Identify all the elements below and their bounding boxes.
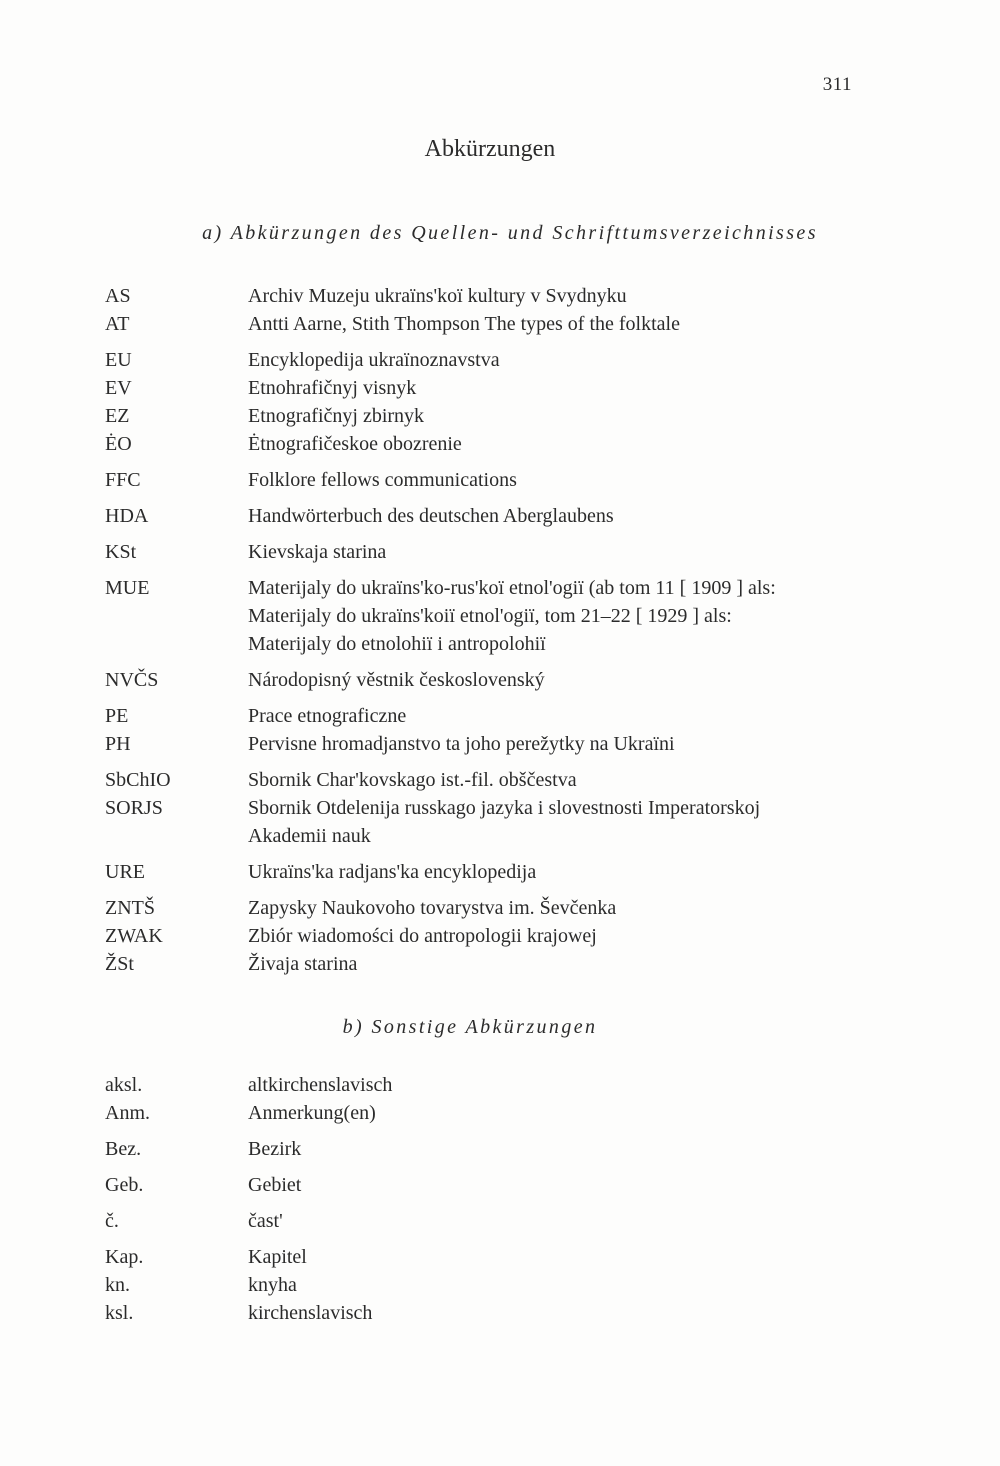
abbreviation-entry (105, 466, 905, 494)
abbreviation-expansion (248, 1299, 905, 1327)
expansion-line: Materijaly do ukraïns'ko-rus'koï etnol'ogiï (ab tom 11 [ 1909 ] als: (248, 577, 776, 599)
abbreviation-entry (105, 702, 905, 730)
page-title: Abkürzungen (424, 136, 556, 162)
expansion-line: Anmerkung(en) (248, 1102, 376, 1124)
abbreviation-expansion (248, 858, 905, 886)
expansion-line: Materijaly do ukraïns'koiï etnol'ogiï, tom 21–22 [ 1929 ] als: (248, 605, 732, 627)
abbreviation-term: AS (105, 285, 131, 307)
expansion-line: altkirchenslavisch (248, 1074, 393, 1096)
abbreviation-term: SbChIO (105, 769, 171, 791)
abbreviation-entry (105, 1207, 905, 1235)
expansion-line: Bezirk (248, 1138, 302, 1160)
abbreviation-term: č. (105, 1210, 119, 1232)
abbreviation-entry (105, 794, 905, 850)
abbreviation-term: ŽSt (105, 953, 134, 975)
expansion-line: Prace etnograficzne (248, 705, 407, 727)
abbreviation-expansion (248, 402, 905, 430)
abbreviation-entry (105, 730, 905, 758)
expansion-line: Etnohrafičnyj visnyk (248, 377, 417, 399)
abbreviation-term: FFC (105, 469, 141, 491)
abbreviation-entry (105, 922, 905, 950)
abbreviation-expansion (248, 922, 905, 950)
expansion-line: knyha (248, 1274, 297, 1296)
abbreviation-entry (105, 1099, 905, 1127)
section-a-heading: a) Abkürzungen des Quellen- und Schrifttumsverzeichnisses (202, 222, 818, 244)
abbreviation-expansion (248, 1135, 905, 1163)
expansion-line: Antti Aarne, Stith Thompson The types of the folktale (248, 313, 680, 335)
abbreviation-term: MUE (105, 577, 150, 599)
abbreviation-expansion (248, 1099, 905, 1127)
abbreviation-expansion (248, 702, 905, 730)
abbreviation-entry (105, 1271, 905, 1299)
abbreviation-term: Kap. (105, 1246, 144, 1268)
expansion-line: Kievskaja starina (248, 541, 387, 563)
abbreviation-term: Geb. (105, 1174, 144, 1196)
abbreviation-entry (105, 574, 905, 658)
abbreviation-expansion (248, 282, 905, 310)
expansion-line: Akademii nauk (248, 825, 371, 847)
section-b-heading: b) Sonstige Abkürzungen (342, 1016, 598, 1038)
abbreviation-list-sources (105, 282, 905, 978)
expansion-line: Ukraïns'ka radjans'ka encyklopedija (248, 861, 537, 883)
abbreviation-entry (105, 282, 905, 310)
expansion-line: Živaja starina (248, 953, 358, 975)
abbreviation-term: Bez. (105, 1138, 142, 1160)
abbreviation-entry (105, 538, 905, 566)
expansion-line: Archiv Muzeju ukraïns'koï kultury v Svydnyku (248, 285, 627, 307)
abbreviation-entry (105, 766, 905, 794)
expansion-line: Kapitel (248, 1246, 307, 1268)
abbreviation-entry (105, 666, 905, 694)
abbreviation-term: NVČS (105, 669, 159, 691)
expansion-line: Ėtnografičeskoe obozrenie (248, 433, 462, 455)
abbreviation-expansion (248, 346, 905, 374)
abbreviation-expansion (248, 466, 905, 494)
abbreviation-expansion (248, 538, 905, 566)
expansion-line: Gebiet (248, 1174, 302, 1196)
abbreviation-expansion (248, 1071, 905, 1099)
expansion-line: kirchenslavisch (248, 1302, 373, 1324)
page-number: 311 (822, 74, 852, 95)
abbreviation-term: URE (105, 861, 145, 883)
abbreviation-entry (105, 502, 905, 530)
abbreviation-term: EU (105, 349, 132, 371)
expansion-line: Národopisný věstnik československý (248, 669, 545, 691)
abbreviation-entry (105, 1299, 905, 1327)
abbreviation-expansion (248, 894, 905, 922)
abbreviation-entry (105, 430, 905, 458)
abbreviation-term: PE (105, 705, 129, 727)
abbreviation-term: kn. (105, 1274, 130, 1296)
abbreviation-term: ZWAK (105, 925, 163, 947)
abbreviation-entry (105, 1243, 905, 1271)
abbreviation-expansion (248, 1171, 905, 1199)
abbreviation-expansion (248, 794, 905, 850)
abbreviation-term: aksl. (105, 1074, 143, 1096)
abbreviation-entry (105, 402, 905, 430)
expansion-line: čast' (248, 1210, 283, 1232)
abbreviation-term: ĖO (105, 433, 132, 455)
expansion-line: Etnografičnyj zbirnyk (248, 405, 425, 427)
abbreviation-entry (105, 858, 905, 886)
abbreviation-term: ZNTŠ (105, 897, 155, 919)
expansion-line: Pervisne hromadjanstvo ta joho perežytky na Ukraïni (248, 733, 675, 755)
abbreviation-expansion (248, 502, 905, 530)
abbreviation-expansion (248, 950, 905, 978)
abbreviation-term: KSt (105, 541, 137, 563)
abbreviation-entry (105, 310, 905, 338)
abbreviation-list-other (105, 1071, 905, 1327)
abbreviation-term: HDA (105, 505, 149, 527)
expansion-line: Folklore fellows communications (248, 469, 517, 491)
abbreviation-expansion (248, 766, 905, 794)
expansion-line: Handwörterbuch des deutschen Aberglaubens (248, 505, 614, 527)
expansion-line: Zbiór wiadomości do antropologii krajowej (248, 925, 597, 947)
expansion-line: Sbornik Otdelenija russkago jazyka i slovestnosti Imperatorskoj (248, 797, 761, 819)
abbreviation-expansion (248, 1271, 905, 1299)
abbreviation-entry (105, 1071, 905, 1099)
expansion-line: Materijaly do etnolohiï i antropolohiï (248, 633, 546, 655)
expansion-line: Sbornik Char'kovskago ist.-fil. obščestva (248, 769, 577, 791)
abbreviation-term: EV (105, 377, 132, 399)
abbreviation-term: AT (105, 313, 130, 335)
abbreviation-entry (105, 1171, 905, 1199)
abbreviation-expansion (248, 1243, 905, 1271)
abbreviation-term: ksl. (105, 1302, 134, 1324)
abbreviation-entry (105, 950, 905, 978)
abbreviation-entry (105, 346, 905, 374)
abbreviation-term: Anm. (105, 1102, 150, 1124)
abbreviation-term: EZ (105, 405, 130, 427)
abbreviation-expansion (248, 374, 905, 402)
abbreviation-expansion (248, 730, 905, 758)
abbreviation-expansion (248, 310, 905, 338)
abbreviation-expansion (248, 574, 905, 658)
abbreviation-expansion (248, 1207, 905, 1235)
abbreviation-expansion (248, 430, 905, 458)
expansion-line: Zapysky Naukovoho tovarystva im. Ševčenka (248, 897, 617, 919)
abbreviation-term: SORJS (105, 797, 163, 819)
abbreviation-entry (105, 894, 905, 922)
abbreviation-entry (105, 374, 905, 402)
expansion-line: Encyklopedija ukraïnoznavstva (248, 349, 500, 371)
abbreviation-expansion (248, 666, 905, 694)
abbreviation-term: PH (105, 733, 131, 755)
abbreviation-entry (105, 1135, 905, 1163)
